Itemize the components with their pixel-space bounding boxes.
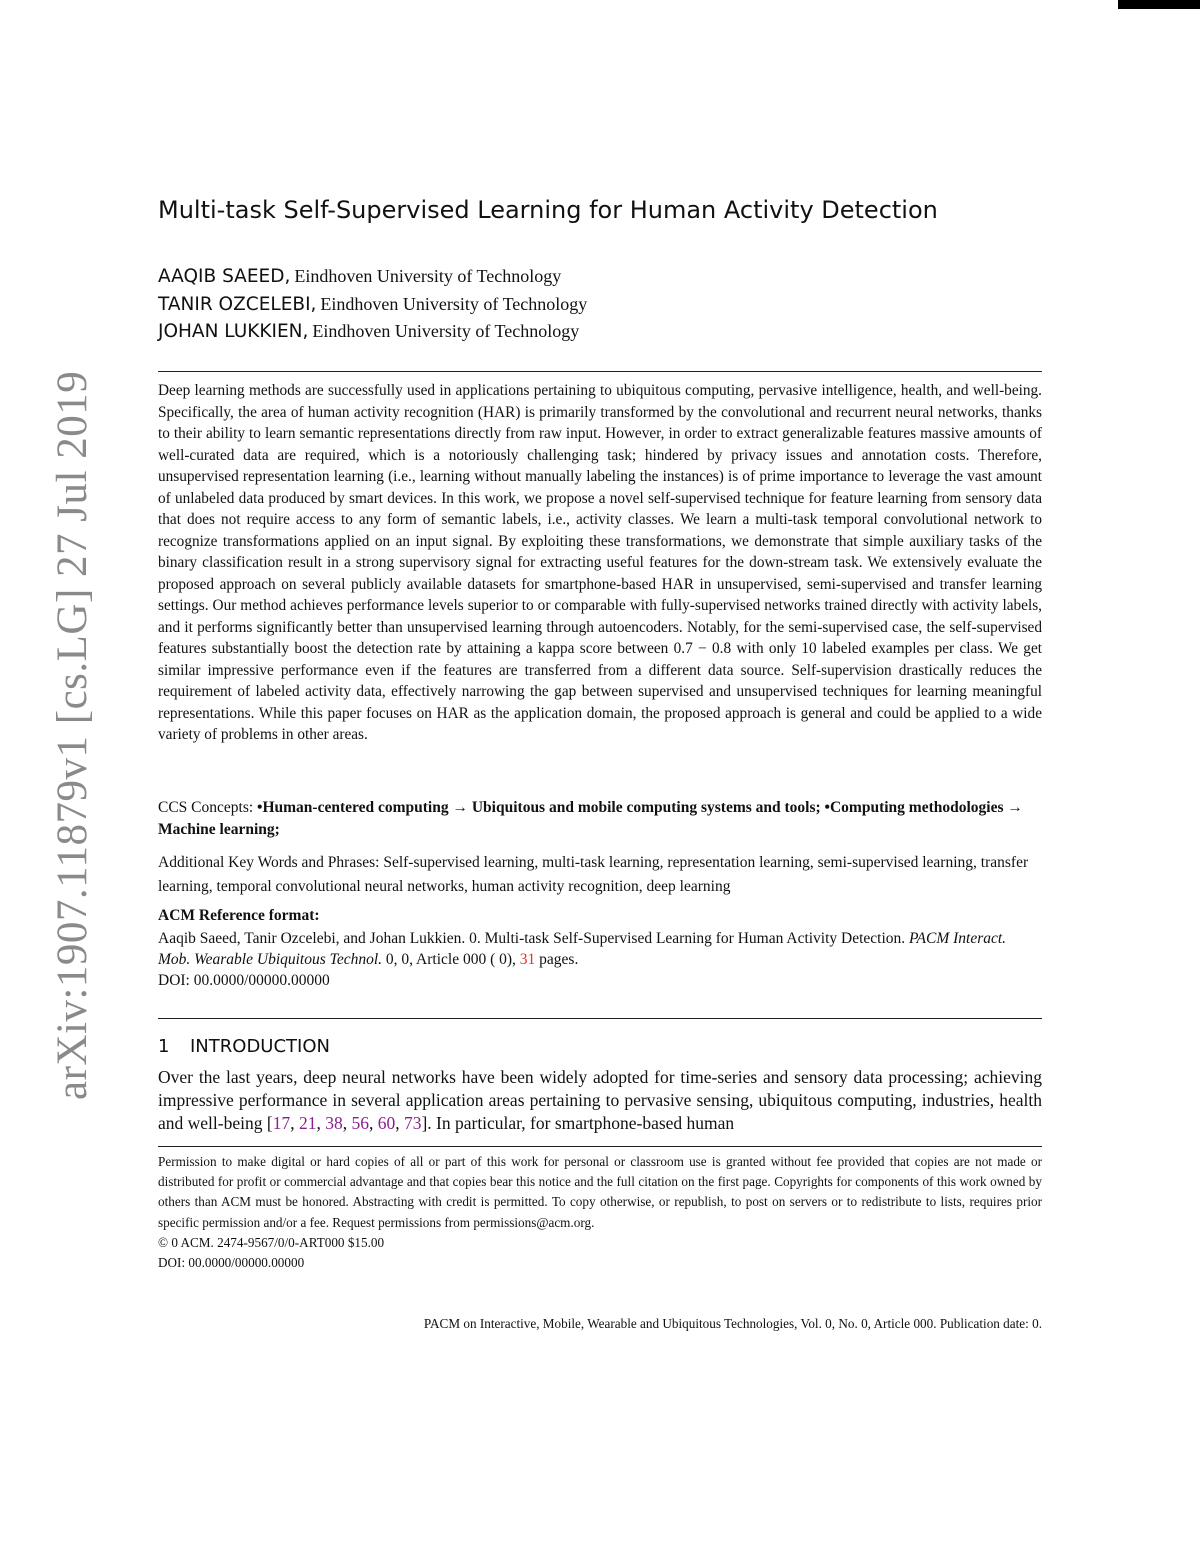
author-affiliation: Eindhoven University of Technology [294, 266, 562, 286]
section-top-rule [158, 1018, 1042, 1019]
permission-footnote [158, 1152, 1042, 1273]
citation-link[interactable]: 73 [403, 1113, 422, 1133]
citation-link[interactable]: 60 [377, 1113, 396, 1133]
section-number: 1 [158, 1036, 170, 1057]
author-line [158, 318, 587, 346]
keywords [158, 851, 1042, 899]
section-title: INTRODUCTION [190, 1036, 330, 1057]
author-name: AAQIB SAEED, [158, 266, 291, 287]
author-line [158, 291, 587, 319]
arxiv-identifier: arXiv:1907.11879v1 [cs.LG] 27 Jul 2019 [49, 370, 96, 1100]
corner-mark [1118, 0, 1200, 9]
footnote-doi: DOI: 00.0000/00000.00000 [158, 1255, 305, 1271]
citation-link[interactable]: 21 [298, 1113, 317, 1133]
permission-text: Permission to make digital or hard copies of all or part of this work for personal or classroom use is granted without fee provided that copies are not made or distributed for profit or commercial advantage and that copies bear this notice and the full citation on the first page. Copyrights for components of this work owned by others than ACM must be honored. Abstracting with credit is permitted. To copy otherwise, or republish, to post on servers or to redistribute to lists, requires prior specific permission and/or a fee. Request permissions from permissions@acm.org. [158, 1154, 1042, 1230]
reference-pages-label: pages. [535, 951, 579, 968]
author-affiliation: Eindhoven University of Technology [312, 321, 580, 341]
ccs-terms: •Human-centered computing → Ubiquitous and mobile computing systems and tools; •Computing methodologies → Machine learning; [158, 799, 1023, 838]
introduction-paragraph: Over the last years, deep neural networks have been widely adopted for time-series and sensory data processing; achieving impressive performance in several application areas pertaining to pervasive sensing, ubiquitous computing, industries, health and well-being [17, 21, 38, 56, 60, 73]. In particular, for smartphone-based human [158, 1067, 1042, 1133]
abstract-top-rule [158, 371, 1042, 372]
abstract: Deep learning methods are successfully used in applications pertaining to ubiquitous computing, pervasive intelligence, health, and well-being. Specifically, the area of human activity recognition (HAR) is primarily transformed by the convolutional and recurrent neural networks, thanks to their ability to learn semantic representations directly from raw input. However, in order to extract generalizable features massive amounts of well-curated data are required, which is a notoriously challenging task; hindered by privacy issues and annotation costs. Therefore, unsupervised representation learning (i.e., learning without manually labeling the instances) is of prime importance to leverage the vast amount of unlabeled data produced by smart devices. In this work, we propose a novel self-supervised technique for feature learning from sensory data that does not require access to any form of semantic labels, i.e., activity classes. We learn a multi-task temporal convolutional network to recognize transformations applied on an input signal. By exploiting these transformations, we demonstrate that simple auxiliary tasks of the binary classification result in a strong supervisory signal for extracting useful features for the down-stream task. We extensively evaluate the proposed approach on several publicly available datasets for smartphone-based HAR in unsupervised, semi-supervised and transfer learning settings. Our method achieves performance levels superior to or comparable with fully-supervised networks trained directly with activity labels, and it performs significantly better than unsupervised learning through autoencoders. Notably, for the semi-supervised case, the self-supervised features substantially boost the detection rate by attaining a kappa score between 0.7 − 0.8 with only 10 labeled examples per class. We get similar impressive performance even if the features are transferred from a different data source. Self-supervision drastically reduces the requirement of labeled activity data, effectively narrowing the gap between supervised and unsupervised techniques for learning meaningful representations. While this paper focuses on HAR as the application domain, the proposed approach is general and could be applied to a wide variety of problems in other areas. [158, 382, 1042, 743]
reference-journal: PACM Interact. Mob. Wearable Ubiquitous Technol. [158, 930, 1007, 968]
author-line [158, 263, 587, 291]
ccs-label: CCS Concepts: [158, 799, 258, 816]
intro-text-continued: ]. In particular, for smartphone-based human [421, 1113, 735, 1133]
citation-link[interactable]: 17 [272, 1113, 291, 1133]
author-affiliation: Eindhoven University of Technology [320, 293, 588, 314]
keywords-label: Additional Key Words and Phrases: [158, 854, 384, 871]
reference-volume: 0, 0, Article 000 ( 0), [382, 951, 520, 968]
citation-link[interactable]: 56 [351, 1113, 369, 1133]
author-name: JOHAN LUKKIEN, [158, 321, 309, 342]
keywords-list: Self-supervised learning, multi-task learning, representation learning, semi-supervised learning, transfer learning, temporal convolutional neural networks, human activity recognition, deep learning [158, 854, 1029, 895]
page-count-link[interactable]: 31 [519, 951, 536, 968]
reference-doi: DOI: 00.0000/00000.00000 [158, 972, 330, 989]
author-list [158, 263, 587, 346]
section-heading [158, 1036, 330, 1057]
reference-text: Aaqib Saeed, Tanir Ozcelebi, and Johan Lukkien. 0. Multi-task Self-Supervised Learning for Human Activity Detection. [158, 930, 910, 947]
intro-text: Over the last years, deep neural networks have been widely adopted for time-series and sensory data processing; achieving impressive performance in several application areas pertaining to pervasive sensing, ubiquitous computing, industries, health and well-being [ [158, 1067, 1042, 1133]
ccs-concepts [158, 797, 1042, 840]
author-name: TANIR OZCELEBI, [158, 293, 317, 315]
paper-title: Multi-task Self-Supervised Learning for Human Activity Detection [158, 196, 938, 224]
reference-format-heading: ACM Reference format: [158, 907, 320, 924]
page-footer: PACM on Interactive, Mobile, Wearable and Ubiquitous Technologies, Vol. 0, No. 0, Article 000. Publication date: 0. [423, 1316, 1042, 1331]
copyright-line: © 0 ACM. 2474-9567/0/0-ART000 $15.00 [158, 1234, 385, 1250]
footnote-rule [158, 1146, 1042, 1147]
reference-format [158, 928, 1042, 991]
citation-link[interactable]: 38 [325, 1113, 343, 1133]
